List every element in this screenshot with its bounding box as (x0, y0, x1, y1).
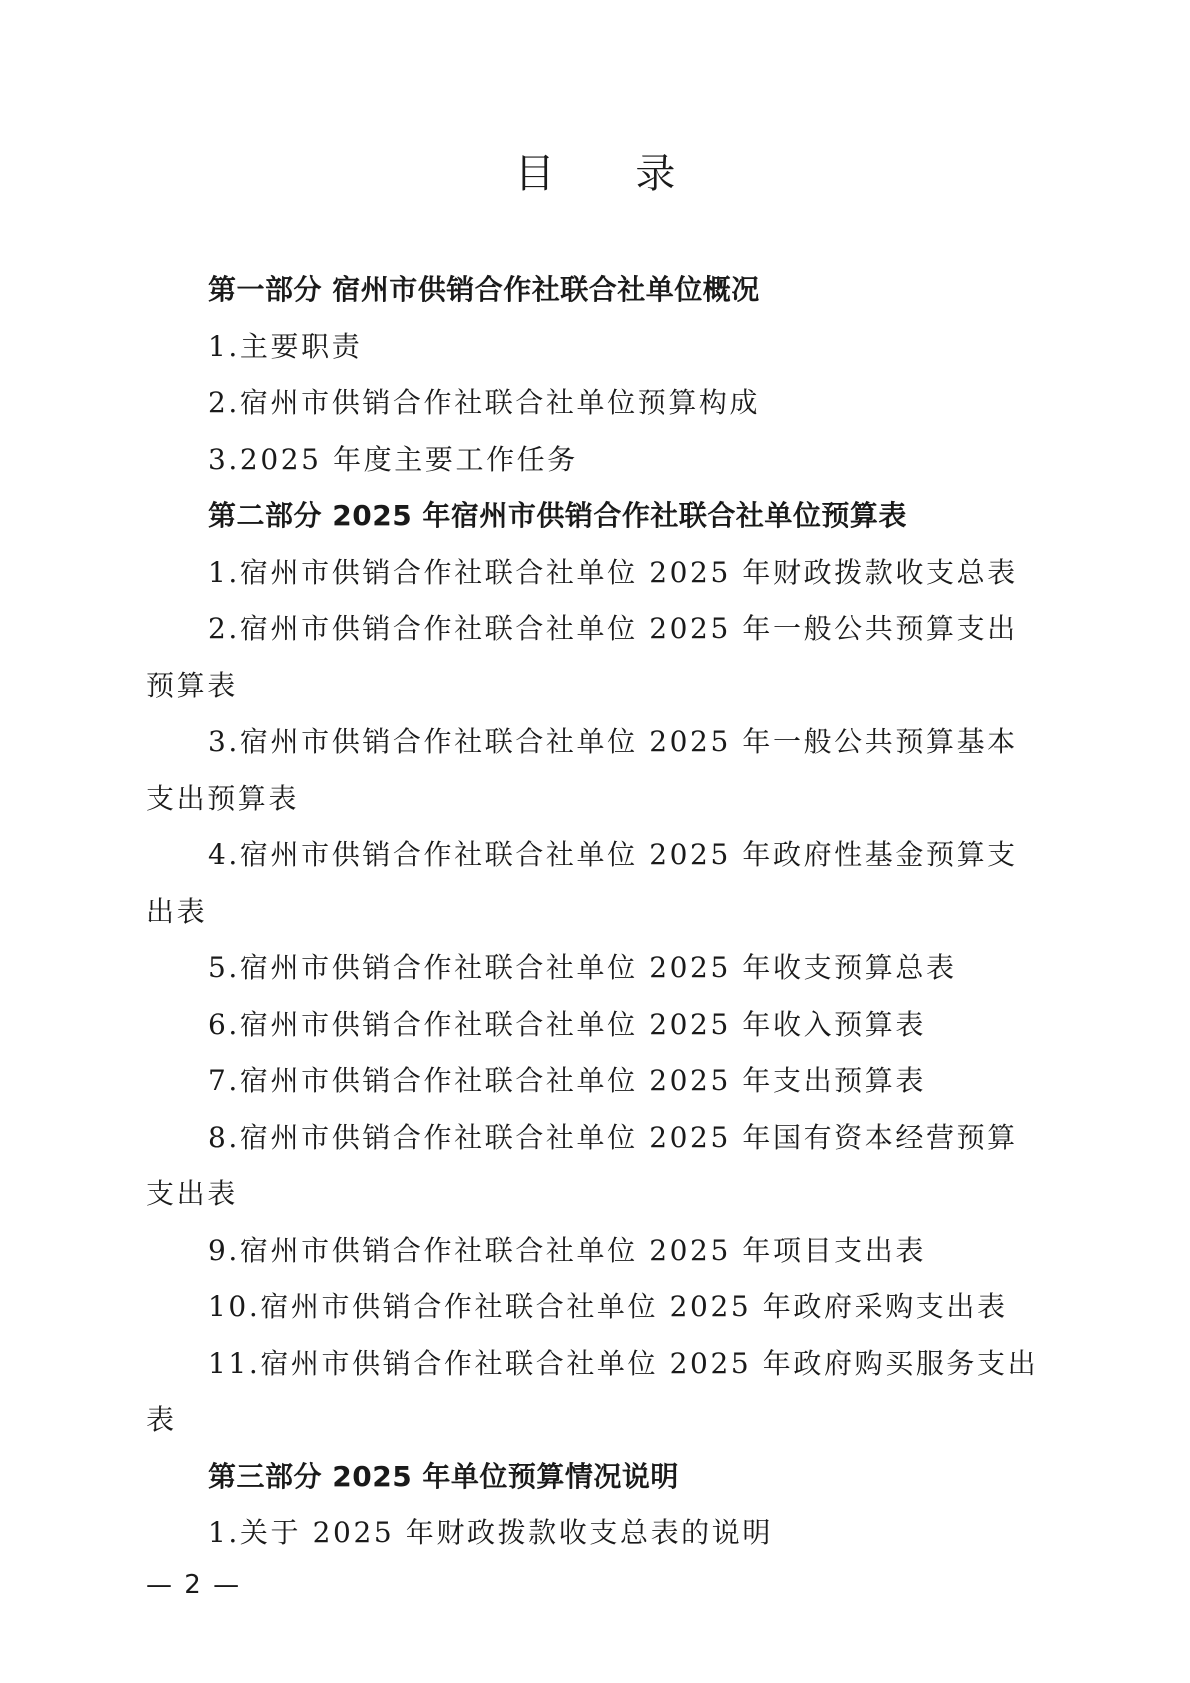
toc-part2-item-3-cont: 支出预算表 (146, 781, 300, 815)
toc-part2-item-9: 9.宿州市供销合作社联合社单位 2025 年项目支出表 (208, 1233, 926, 1267)
toc-part1-item-2: 2.宿州市供销合作社联合社单位预算构成 (208, 386, 761, 419)
toc-part2-item-1: 1.宿州市供销合作社联合社单位 2025 年财政拨款收支总表 (208, 555, 1018, 589)
toc-part1-heading: 第一部分 宿州市供销合作社联合社单位概况 (208, 273, 760, 306)
toc-part2-heading: 第二部分 2025 年宿州市供销合作社联合社单位预算表 (208, 499, 907, 532)
toc-part2-item-4-cont: 出表 (146, 894, 208, 928)
toc-part3-item-1: 1.关于 2025 年财政拨款收支总表的说明 (208, 1516, 773, 1549)
toc-part2-item-8-cont: 支出表 (146, 1177, 238, 1210)
toc-part3-heading: 第三部分 2025 年单位预算情况说明 (208, 1459, 679, 1493)
toc-part1-item-3: 3.2025 年度主要工作任务 (208, 442, 578, 476)
toc-part2-item-7: 7.宿州市供销合作社联合社单位 2025 年支出预算表 (208, 1064, 926, 1097)
toc-part2-item-10: 10.宿州市供销合作社联合社单位 2025 年政府采购支出表 (208, 1290, 1008, 1323)
toc-part1-item-1: 1.主要职责 (208, 329, 363, 363)
toc-part2-item-8: 8.宿州市供销合作社联合社单位 2025 年国有资本经营预算 (208, 1120, 1018, 1154)
toc-part2-item-11: 11.宿州市供销合作社联合社单位 2025 年政府购买服务支出 (208, 1346, 1039, 1380)
toc-part2-item-6: 6.宿州市供销合作社联合社单位 2025 年收入预算表 (208, 1007, 926, 1041)
toc-part2-item-4: 4.宿州市供销合作社联合社单位 2025 年政府性基金预算支 (208, 838, 1018, 871)
page-title: 目 录 (514, 151, 710, 197)
toc-part2-item-2: 2.宿州市供销合作社联合社单位 2025 年一般公共预算支出 (208, 612, 1018, 645)
toc-part2-item-5: 5.宿州市供销合作社联合社单位 2025 年收支预算总表 (208, 951, 957, 984)
toc-part2-item-11-cont: 表 (146, 1403, 177, 1436)
toc-part2-item-3: 3.宿州市供销合作社联合社单位 2025 年一般公共预算基本 (208, 725, 1018, 758)
toc-part2-item-2-cont: 预算表 (146, 668, 238, 702)
table-of-contents (146, 262, 1039, 1562)
page-number: — 2 — (146, 1570, 242, 1600)
